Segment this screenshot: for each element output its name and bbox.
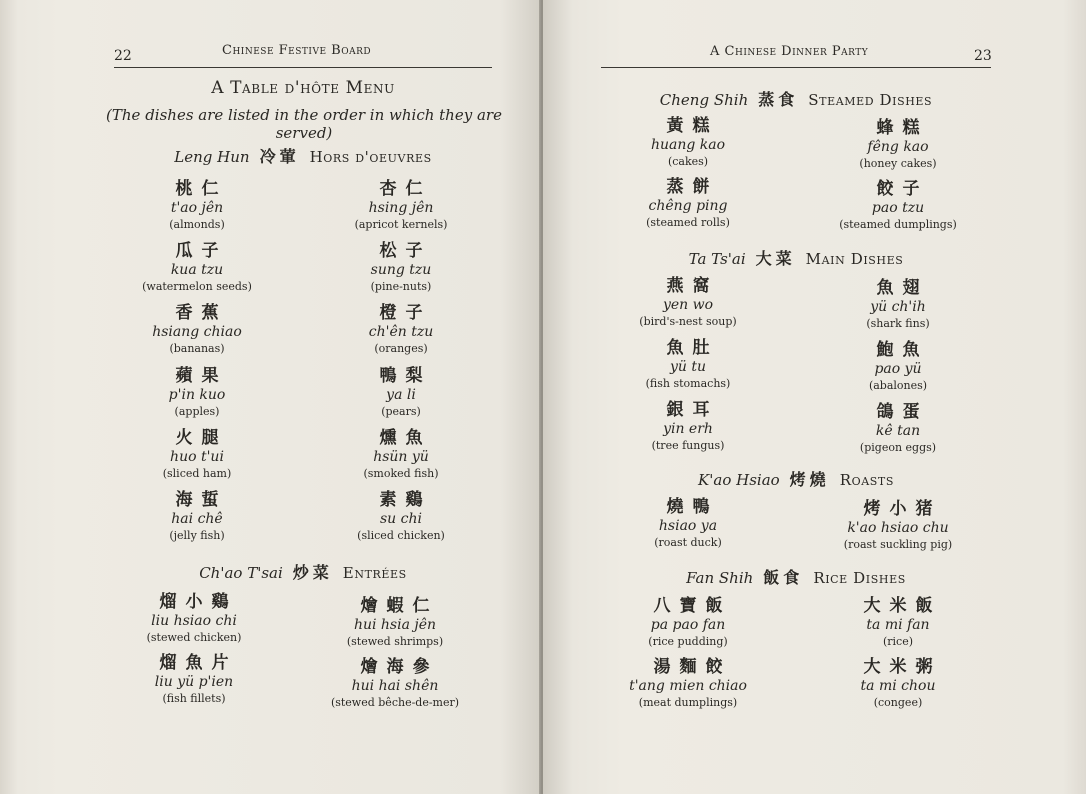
menu-item <box>87 179 307 232</box>
menu-item <box>84 653 304 706</box>
item-romanized: t'ao jên <box>170 200 224 216</box>
item-english: (pigeon eggs) <box>859 441 937 454</box>
item-romanized: sung tzu <box>370 262 432 278</box>
menu-subtitle: (The dishes are listed in the order in which they are served) <box>106 106 502 142</box>
item-english: (fish fillets) <box>162 692 226 705</box>
item-romanized: kua tzu <box>170 262 224 278</box>
section-chinese: 烤燒 <box>789 470 830 489</box>
running-head: Chinese Festive Board <box>222 43 372 58</box>
section-heading-entrees <box>114 560 492 583</box>
item-english: (tree fungus) <box>651 439 725 452</box>
section-heading-steamed-dishes <box>601 87 991 110</box>
item-chinese: 餃子 <box>876 179 929 199</box>
item-romanized: ya li <box>386 387 416 403</box>
section-chinese: 炒菜 <box>292 563 333 582</box>
menu-item <box>291 428 511 481</box>
item-english: (abalones) <box>868 379 928 392</box>
menu-item <box>291 241 511 294</box>
item-romanized: hsiao ya <box>658 518 718 534</box>
section-romanized: Leng Hun <box>174 148 250 166</box>
section-english: Roasts <box>839 471 894 489</box>
section-chinese: 冷葷 <box>259 147 300 166</box>
item-chinese: 杏仁 <box>379 179 432 199</box>
item-english: (bananas) <box>169 342 225 355</box>
item-chinese: 火腿 <box>175 428 228 448</box>
item-chinese: 鮑魚 <box>876 340 929 360</box>
item-chinese: 海蜇 <box>175 490 228 510</box>
item-romanized: pa pao fan <box>650 617 726 633</box>
section-heading-hors-doeuvres <box>114 144 492 167</box>
item-english: (apples) <box>174 405 220 418</box>
item-chinese: 燒鴨 <box>666 497 719 517</box>
running-head: A Chinese Dinner Party <box>710 44 869 59</box>
item-chinese: 松子 <box>379 241 432 261</box>
item-chinese: 燴蝦仁 <box>360 596 439 616</box>
item-romanized: hsing jên <box>368 200 434 216</box>
item-chinese: 熘魚片 <box>159 653 238 673</box>
section-english: Entrées <box>342 564 407 582</box>
item-chinese: 鴿蛋 <box>876 402 929 422</box>
item-romanized: yü ch'ih <box>870 299 926 315</box>
section-romanized: Cheng Shih <box>659 91 749 109</box>
section-english: Hors d'oeuvres <box>309 148 432 166</box>
item-chinese: 蜂糕 <box>876 118 929 138</box>
item-romanized: ta mi fan <box>866 617 930 633</box>
item-romanized: hsün yü <box>373 449 429 465</box>
menu-item <box>578 338 798 391</box>
menu-item <box>788 179 1008 232</box>
item-romanized: pao yü <box>874 361 922 377</box>
item-romanized: fêng kao <box>867 139 929 155</box>
header-rule <box>601 67 991 68</box>
menu-item <box>291 303 511 356</box>
item-romanized: k'ao hsiao chu <box>847 520 949 536</box>
item-english: (rice) <box>882 635 914 648</box>
item-chinese: 魚翅 <box>876 278 929 298</box>
left-page <box>0 0 541 794</box>
menu-item <box>291 490 511 543</box>
item-chinese: 熘小鷄 <box>159 592 238 612</box>
item-chinese: 湯麵餃 <box>653 657 732 677</box>
menu-item <box>788 118 1008 171</box>
menu-item <box>788 657 1008 710</box>
item-chinese: 蘋果 <box>175 366 228 386</box>
item-romanized: chêng ping <box>648 198 728 214</box>
item-chinese: 燕窩 <box>666 276 719 296</box>
item-english: (oranges) <box>374 342 428 355</box>
item-romanized: yen wo <box>662 297 714 313</box>
item-romanized: p'in kuo <box>168 387 226 403</box>
item-chinese: 八寶飯 <box>653 596 732 616</box>
item-romanized: ch'ên tzu <box>368 324 434 340</box>
item-romanized: hui hai shên <box>351 678 439 694</box>
item-english: (roast suckling pig) <box>843 538 953 551</box>
item-english: (stewed shrimps) <box>346 635 444 648</box>
header-rule <box>114 67 492 68</box>
section-heading-rice-dishes <box>601 565 991 588</box>
item-romanized: hui hsia jên <box>353 617 437 633</box>
item-english: (steamed rolls) <box>646 216 730 229</box>
item-romanized: t'ang mien chiao <box>629 678 747 694</box>
menu-item <box>578 177 798 230</box>
item-english: (shark fins) <box>866 317 930 330</box>
item-chinese: 橙子 <box>379 303 432 323</box>
section-chinese: 蒸食 <box>758 90 799 109</box>
menu-item <box>87 303 307 356</box>
menu-item <box>285 596 505 649</box>
item-english: (roast duck) <box>654 536 722 549</box>
item-chinese: 素鷄 <box>379 490 432 510</box>
item-english: (fish stomachs) <box>645 377 731 390</box>
item-english: (pears) <box>381 405 421 418</box>
item-chinese: 大米粥 <box>863 657 942 677</box>
item-chinese: 黃糕 <box>666 116 719 136</box>
item-romanized: liu hsiao chi <box>151 613 237 629</box>
section-chinese: 飯食 <box>763 568 804 587</box>
menu-item <box>788 340 1008 393</box>
item-chinese: 瓜子 <box>175 241 228 261</box>
item-english: (almonds) <box>169 218 225 231</box>
item-chinese: 桃仁 <box>175 179 228 199</box>
menu-item <box>84 592 304 645</box>
menu-item <box>291 366 511 419</box>
section-romanized: Ta Ts'ai <box>688 250 746 268</box>
item-romanized: yü tu <box>669 359 707 375</box>
menu-item <box>788 499 1008 552</box>
item-english: (watermelon seeds) <box>142 280 252 293</box>
menu-item <box>788 278 1008 331</box>
item-english: (cakes) <box>667 155 709 168</box>
item-romanized: hai chê <box>171 511 223 527</box>
item-chinese: 燴海參 <box>360 657 439 677</box>
section-english: Rice Dishes <box>813 569 906 587</box>
page-number: 23 <box>974 48 992 64</box>
menu-item <box>87 428 307 481</box>
item-english: (apricot kernels) <box>354 218 448 231</box>
right-page <box>543 0 1086 794</box>
section-romanized: Fan Shih <box>686 569 754 587</box>
menu-item <box>87 490 307 543</box>
menu-item <box>578 596 798 649</box>
item-romanized: liu yü p'ien <box>154 674 234 690</box>
section-heading-roasts <box>601 467 991 490</box>
item-english: (steamed dumplings) <box>839 218 957 231</box>
item-chinese: 烤小猪 <box>863 499 942 519</box>
item-chinese: 蒸餅 <box>666 177 719 197</box>
menu-item <box>578 400 798 453</box>
item-romanized: pao tzu <box>871 200 925 216</box>
section-english: Steamed Dishes <box>808 91 933 109</box>
menu-item <box>285 657 505 710</box>
section-chinese: 大菜 <box>755 249 796 268</box>
menu-item <box>788 596 1008 649</box>
item-english: (stewed bêche-de-mer) <box>330 696 460 709</box>
item-english: (sliced ham) <box>162 467 232 480</box>
item-english: (honey cakes) <box>859 157 937 170</box>
menu-item <box>578 276 798 329</box>
item-english: (stewed chicken) <box>146 631 242 644</box>
item-english: (pine-nuts) <box>370 280 432 293</box>
section-heading-main-dishes <box>601 246 991 269</box>
item-romanized: yin erh <box>663 421 713 437</box>
item-english: (jelly fish) <box>169 529 225 542</box>
item-chinese: 魚肚 <box>666 338 719 358</box>
menu-item <box>578 116 798 169</box>
section-romanized: K'ao Hsiao <box>698 471 780 489</box>
item-english: (sliced chicken) <box>357 529 445 542</box>
item-chinese: 香蕉 <box>175 303 228 323</box>
item-romanized: hsiang chiao <box>152 324 242 340</box>
item-romanized: ta mi chou <box>860 678 936 694</box>
menu-item <box>291 179 511 232</box>
menu-item <box>87 241 307 294</box>
item-romanized: huang kao <box>650 137 726 153</box>
item-romanized: huo t'ui <box>170 449 224 465</box>
menu-item <box>788 402 1008 455</box>
item-chinese: 鴨梨 <box>379 366 432 386</box>
menu-title: A Table d'hôte Menu <box>211 78 395 98</box>
item-chinese: 燻魚 <box>379 428 432 448</box>
section-english: Main Dishes <box>805 250 904 268</box>
item-english: (smoked fish) <box>363 467 439 480</box>
section-romanized: Ch'ao T'sai <box>199 564 283 582</box>
item-chinese: 銀耳 <box>666 400 719 420</box>
item-english: (bird's-nest soup) <box>639 315 737 328</box>
item-english: (congee) <box>873 696 923 709</box>
menu-item <box>87 366 307 419</box>
item-chinese: 大米飯 <box>863 596 942 616</box>
item-english: (rice pudding) <box>648 635 728 648</box>
item-romanized: kê tan <box>875 423 921 439</box>
menu-item <box>578 497 798 550</box>
page-number: 22 <box>114 48 132 64</box>
item-english: (meat dumplings) <box>638 696 738 709</box>
item-romanized: su chi <box>380 511 422 527</box>
menu-item <box>578 657 798 710</box>
